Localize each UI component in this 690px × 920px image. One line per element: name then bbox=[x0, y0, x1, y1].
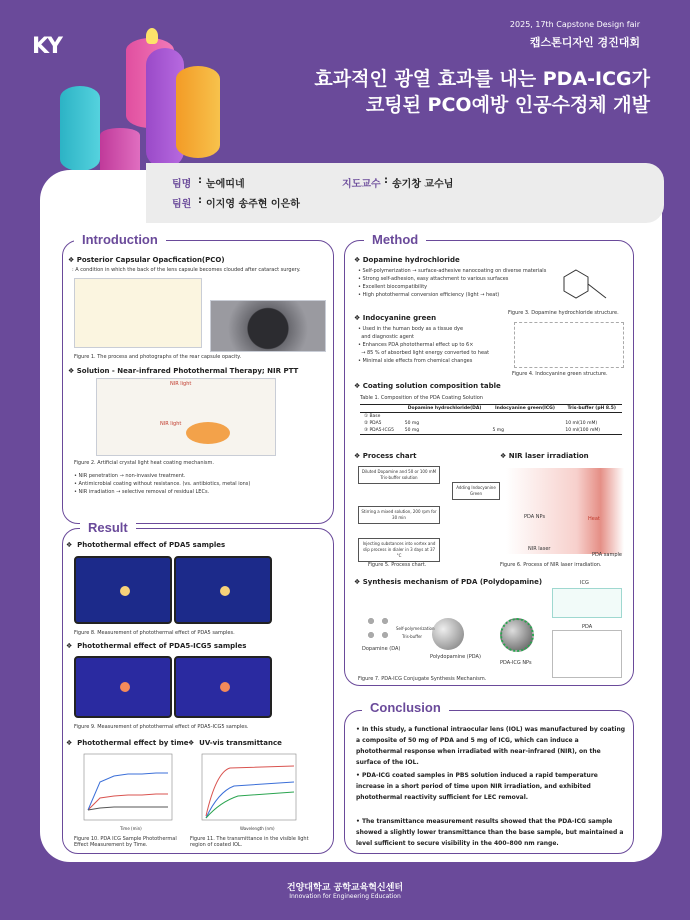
nir-label: PDA sample bbox=[592, 552, 622, 558]
advisor-label: 지도교수 bbox=[342, 179, 381, 190]
process-step: Injecting substances into vortex and slip process in dialer in 3 days at 37 °C bbox=[358, 538, 440, 562]
pda-sphere bbox=[432, 618, 464, 650]
thermal-image-icg-a bbox=[74, 656, 172, 718]
conclusion-item: • The transmittance measurement results showed that the PDA-ICG sample showed a slightly lower transmittance than the base sample, but maintained a level sufficient to secure visibility in the 400–800 nm range. bbox=[356, 818, 624, 847]
process-heading: ❖ Process chart bbox=[354, 452, 417, 460]
table-row: ② PDA5 50 mg 10 ml(10 mM) bbox=[364, 421, 598, 426]
process-step: Diluted Dopamine and 50 or 100 mM Tris-buffer solution bbox=[358, 466, 440, 484]
conclusion-item: • In this study, a functional intraocular lens (IOL) was manufactured by coating a composite of 50 mg of PDA and 5 mg of ICG, which can induce a photothermal response when irradiated with near-infrared (NIR), on the surface of the IOL. bbox=[356, 726, 626, 766]
figure-10-caption: Figure 10. PDA ICG Sample Photothermal Effect Measurement by Time. bbox=[74, 836, 177, 848]
pda5-icg5-heading: ❖ Photothermal effect of PDA5-ICG5 samples bbox=[66, 642, 247, 650]
members-label: 팀원 bbox=[172, 199, 192, 210]
uv-heading: ❖ UV-vis transmittance bbox=[188, 739, 282, 747]
nir-light-label: NIR light bbox=[170, 381, 192, 387]
synth-label: PDA bbox=[582, 624, 593, 630]
icg-bullet: • Enhances PDA photothermal effect up to 6× bbox=[358, 342, 474, 348]
nir-label: NIR laser bbox=[528, 546, 551, 552]
event-title: 캡스톤디자인 경진대회 bbox=[529, 36, 640, 49]
team-name: 눈에띠네 bbox=[206, 179, 245, 190]
figure-11-caption: Figure 11. The transmittance in the visible light region of coated IOL. bbox=[190, 836, 309, 848]
dopamine-heading: ❖ Dopamine hydrochloride bbox=[354, 256, 460, 264]
synth-label: Polydopamine (PDA) bbox=[430, 654, 481, 660]
eye-photo bbox=[210, 300, 326, 352]
icg-bullet: • Minimal side effects from chemical changes bbox=[358, 358, 473, 364]
footer bbox=[0, 880, 690, 900]
nir-laser-setup bbox=[506, 468, 624, 554]
svg-text:Time (min): Time (min) bbox=[120, 826, 142, 831]
table-1-caption: Table 1. Composition of the PDA Coating Solution bbox=[360, 395, 483, 401]
dopamine-particles bbox=[364, 614, 392, 642]
introduction-heading: Introduction bbox=[74, 232, 166, 247]
temperature-chart bbox=[72, 752, 176, 832]
time-heading: ❖ Photothermal effect by time bbox=[66, 739, 189, 747]
footer-org: 건양대학교 공학교육혁신센터 bbox=[286, 883, 404, 893]
solution-heading: ❖ Solution - Near-infrared Photothermal Therapy; NIR PTT bbox=[68, 367, 299, 375]
pco-text: : A condition in which the back of the lens capsule becomes clouded after cataract surgery. bbox=[72, 267, 301, 273]
pco-diagram bbox=[74, 278, 202, 348]
nir-label: PDA NPs bbox=[524, 514, 546, 520]
synth-label: Tris-buffer bbox=[402, 634, 423, 639]
figure-6-caption: Figure 6. Process of NIR laser irradiation. bbox=[500, 562, 602, 568]
nir-label: Heat bbox=[588, 516, 600, 522]
lightbulb-icon bbox=[146, 28, 158, 44]
thermal-image-pda5-a bbox=[74, 556, 172, 624]
transmittance-chart bbox=[190, 752, 300, 832]
synth-label: Self-polymerization bbox=[396, 626, 435, 631]
figure-9-caption: Figure 9. Measurement of photothermal effect of PDA5-ICG5 samples. bbox=[74, 724, 249, 730]
process-side-step: Adding Indocyanine Green bbox=[452, 482, 500, 500]
pco-heading: ❖ Posterior Capsular Opacfication(PCO) bbox=[68, 256, 225, 264]
figure-5-caption: Figure 5. Process chart. bbox=[368, 562, 427, 568]
synth-label: Dopamine (DA) bbox=[362, 646, 401, 652]
dopamine-bullets bbox=[358, 267, 558, 299]
method-heading: Method bbox=[364, 232, 426, 247]
thermal-image-icg-b bbox=[174, 656, 272, 718]
dopamine-structure bbox=[556, 264, 610, 306]
pda-icg-sphere bbox=[500, 618, 534, 652]
footer-org-en: Innovation for Engineering Education bbox=[289, 893, 401, 900]
intro-bullets bbox=[74, 472, 324, 496]
svg-text:Wavelength (nm): Wavelength (nm) bbox=[240, 826, 275, 831]
figure-1-caption: Figure 1. The process and photographs of the rear capsule opacity. bbox=[74, 354, 242, 360]
dopamine-bullet: • High photothermal conversion efficiency (light → heat) bbox=[358, 292, 500, 298]
title-line-2: 코팅된 PCO예방 인공수정체 개발 bbox=[365, 94, 650, 116]
team-banner: 팀명 : 눈에띠네 지도교수 : 송기창 교수님 팀원 : 이지영 송주현 이은하 bbox=[146, 163, 664, 223]
icg-structure bbox=[514, 322, 624, 368]
process-step: Stirring a mixed solution, 200 rpm for 30 min bbox=[358, 506, 440, 524]
advisor-name: 송기창 교수님 bbox=[392, 179, 454, 190]
intro-bullet: • NIR irradiation → selective removal of residual LECs. bbox=[74, 489, 210, 495]
poster-title bbox=[230, 66, 650, 118]
icg-bullets bbox=[358, 325, 508, 365]
dopamine-bullet: • Strong self-adhesion, easy attachment to various surfaces bbox=[358, 276, 509, 282]
conclusion-heading: Conclusion bbox=[362, 700, 449, 715]
dopamine-bullet: • Self-polymerization → surface-adhesive nanocoating on diverse materials bbox=[358, 268, 547, 274]
figure-7-caption: Figure 7. PDA-ICG Conjugate Synthesis Mechanism. bbox=[358, 676, 487, 682]
dopamine-bullet: • Excellent biocompatibility bbox=[358, 284, 428, 290]
thermal-image-pda5-b bbox=[174, 556, 272, 624]
icg-bullet: • Used in the human body as a tissue dye bbox=[358, 326, 464, 332]
table-row: ① Base bbox=[364, 414, 381, 419]
intro-bullet: • NIR penetration → non-invasive treatment. bbox=[74, 473, 186, 479]
pda-structure-box bbox=[552, 630, 622, 678]
table-row: ③ PDA5-ICG5 50 mg 5 mg 10 ml(100 mM) bbox=[364, 428, 600, 433]
icg-bullet: → 85 % of absorbed light energy converted to heat bbox=[361, 350, 490, 356]
cylinder-teal bbox=[60, 86, 100, 171]
figure-2-caption: Figure 2. Artificial crystal light heat coating mechanism. bbox=[74, 460, 214, 466]
cylinder-orange bbox=[176, 66, 220, 158]
team-name-label: 팀명 bbox=[172, 179, 192, 190]
nir-light-label-2: NIR light bbox=[160, 421, 182, 427]
icg-heading: ❖ Indocyanine green bbox=[354, 314, 437, 322]
synth-label: ICG bbox=[580, 580, 589, 586]
ky-logo: KY bbox=[32, 34, 61, 59]
icg-structure-box bbox=[552, 588, 622, 618]
nir-mechanism-diagram bbox=[96, 378, 276, 456]
intro-bullet: • Antimicrobial coating without resistance. (vs. antibiotics, metal ions) bbox=[74, 481, 251, 487]
nir-heading: ❖ NIR laser irradiation bbox=[500, 452, 589, 460]
coating-heading: ❖ Coating solution composition table bbox=[354, 382, 501, 390]
synthesis-heading: ❖ Synthesis mechanism of PDA (Polydopamine) bbox=[354, 578, 543, 586]
composition-table: Dopamine hydrochloride(DA) Indocyanine green(ICG) Tris-buffer (pH 8.5) ① Base ② PDA5 50 mg 10 ml(10 mM) ③ PDA5-ICG5 50 mg 5 mg 10 ml(100 mM) bbox=[360, 404, 622, 435]
icg-bullet: and diagnostic agent bbox=[361, 334, 414, 340]
figure-4-caption: Figure 4. Indocyanine green structure. bbox=[512, 371, 608, 377]
figure-3-caption: Figure 3. Dopamine hydrochloride structure. bbox=[508, 310, 619, 316]
title-line-1: 효과적인 광열 효과를 내는 PDA-ICG가 bbox=[314, 68, 650, 90]
event-line: 2025, 17th Capstone Design fair bbox=[509, 20, 640, 29]
conclusion-item: • PDA-ICG coated samples in PBS solution induced a rapid temperature increase in a short period of time upon NIR irradiation, and exhibited photothermal reactivity sufficient for LEC removal. bbox=[356, 772, 598, 801]
coated-lens-icon bbox=[186, 422, 230, 444]
team-members: 이지영 송주현 이은하 bbox=[206, 199, 300, 210]
pda5-heading: ❖ Photothermal effect of PDA5 samples bbox=[66, 541, 226, 549]
result-heading: Result bbox=[80, 520, 136, 535]
figure-8-caption: Figure 8. Measurement of photothermal effect of PDA5 samples. bbox=[74, 630, 235, 636]
synth-label: PDA-ICG NPs bbox=[500, 660, 532, 666]
